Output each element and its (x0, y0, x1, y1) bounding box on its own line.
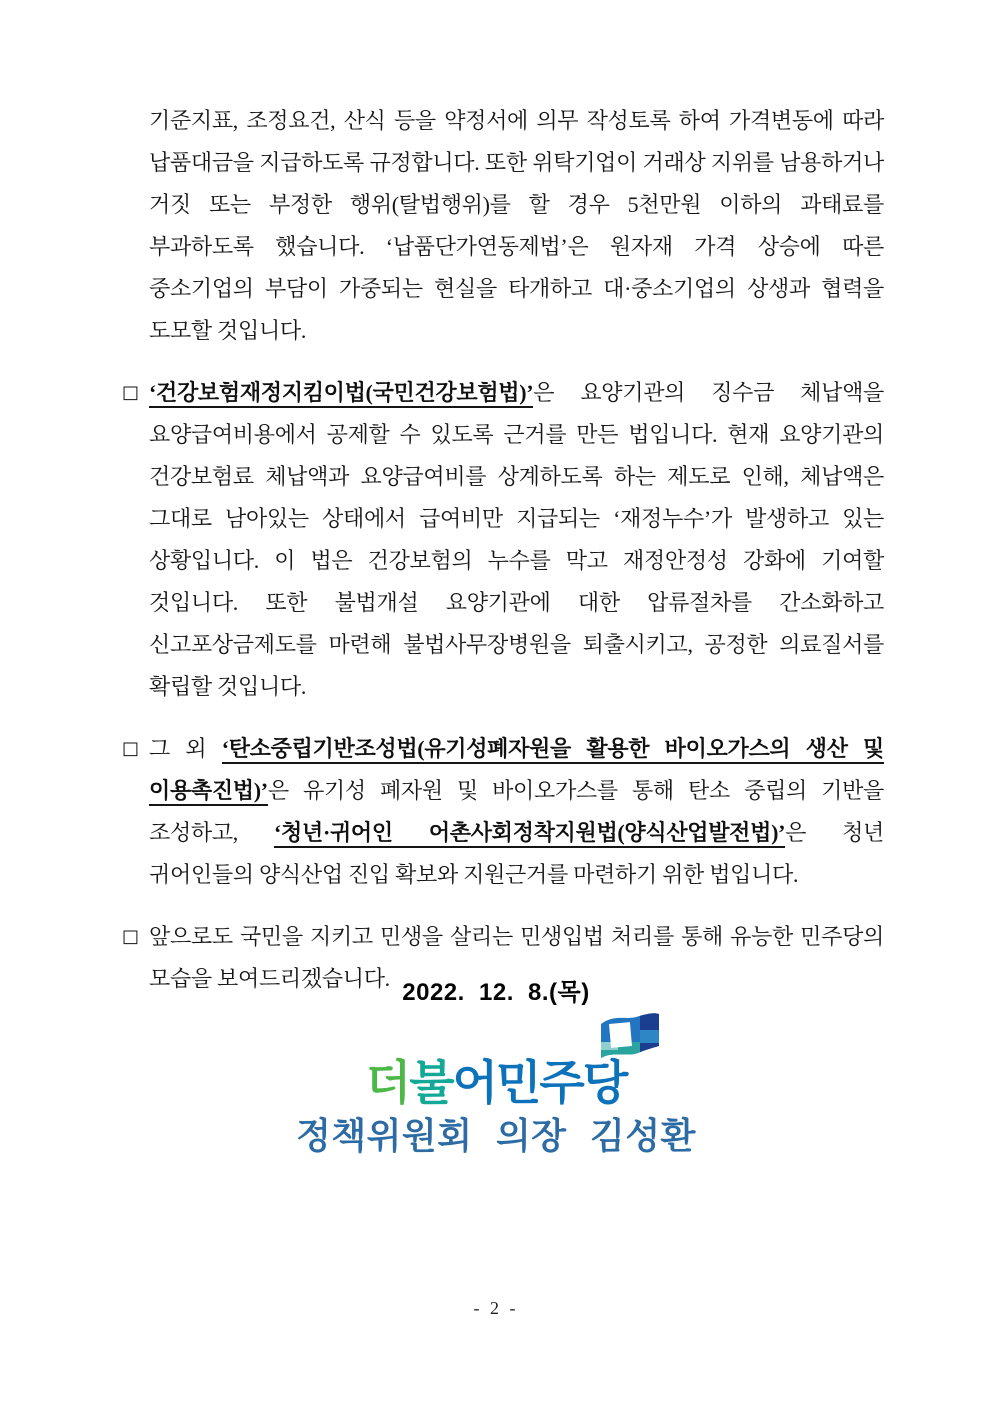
paragraph-continuation (122, 100, 884, 352)
checkbox-bullet-icon: □ (122, 738, 139, 759)
party-logo-block (0, 1058, 992, 1156)
party-name (366, 1058, 626, 1108)
page-number: - 2 - (473, 1298, 519, 1318)
party-name-syllable: 민 (496, 1056, 540, 1109)
date-line: 2022. 12. 8.(목) (402, 979, 590, 1006)
body-text: 은 요양기관의 징수금 체납액을 요양급여비용에서 공제할 수 있도록 근거를 만든 법입니다. 현재 요양기관의 건강보험료 체납액과 요양급여비를 상계하도록 하는 제도로 인해, 체납액은 그대로 남아있는 상태에서 급여비만 지급되는 ‘재정누수’가 발생하고 있는 상황입니다. 이 법은 건강보험의 누수를 막고 재정안정성 강화에 기여할 것입니다. 또한 불법개설 요양기관에 대한 압류절차를 간소화하고 신고포상금제도를 마련해 불법사무장병원을 퇴출시키고, 공정한 의료질서를 확립할 것입니다. (149, 380, 884, 699)
party-name-syllable: 주 (539, 1056, 583, 1109)
law-name-text: ‘탄소중립기반조성법(유기성폐자원을 활용한 바이오가스의 생산 및 이용촉진법)’ (149, 736, 884, 806)
paragraph-text (149, 736, 884, 887)
paragraph-text (149, 380, 884, 699)
checkbox-bullet-icon: □ (122, 382, 139, 403)
party-logo (366, 1058, 626, 1108)
party-name-syllable: 당 (582, 1056, 627, 1109)
body-text: 그 외 (149, 736, 222, 761)
law-name-text: ‘청년·귀어인 어촌사회정착지원법(양식산업발전법)’ (274, 820, 785, 848)
party-name-syllable: 더 (365, 1056, 410, 1109)
party-flag-icon (596, 1010, 664, 1064)
party-name-syllable: 불 (409, 1056, 453, 1109)
party-name-syllable: 어 (452, 1056, 496, 1109)
paragraph-bullet-health-insurance (122, 372, 884, 708)
document-body (122, 100, 884, 1020)
checkbox-bullet-icon: □ (122, 926, 139, 947)
body-text: 앞으로도 국민을 지키고 민생을 살리는 민생입법 처리를 통해 유능한 민주당의 모습을 보여드리겠습니다. (149, 924, 884, 991)
body-text: 은 청년 귀어인들의 양식산업 진입 확보와 지원근거를 마련하기 위한 법입니다. (149, 820, 885, 887)
body-text: 기준지표, 조정요건, 산식 등을 약정서에 의무 작성토록 하여 가격변동에 따라 납품대금을 지급하도록 규정합니다. 또한 위탁기업이 거래상 지위를 남용하거나 거짓 또는 부정한 행위(탈법행위)를 할 경우 5천만원 이하의 과태료를 부과하도록 했습니다. ‘납품단가연동제법’은 원자재 가격 상승에 따른 중소기업의 부담이 가중되는 현실을 타개하고 대·중소기업의 상생과 협력을 도모할 것입니다. (149, 108, 884, 343)
law-name-text: ‘건강보험재정지킴이법(국민건강보험법)’ (149, 380, 533, 408)
logo-subtitle: 정책위원회 의장 김성환 (296, 1115, 696, 1156)
paragraph-bullet-other-laws (122, 728, 884, 896)
body-text: 은 유기성 폐자원 및 바이오가스를 통해 탄소 중립의 기반을 조성하고, (149, 778, 884, 845)
